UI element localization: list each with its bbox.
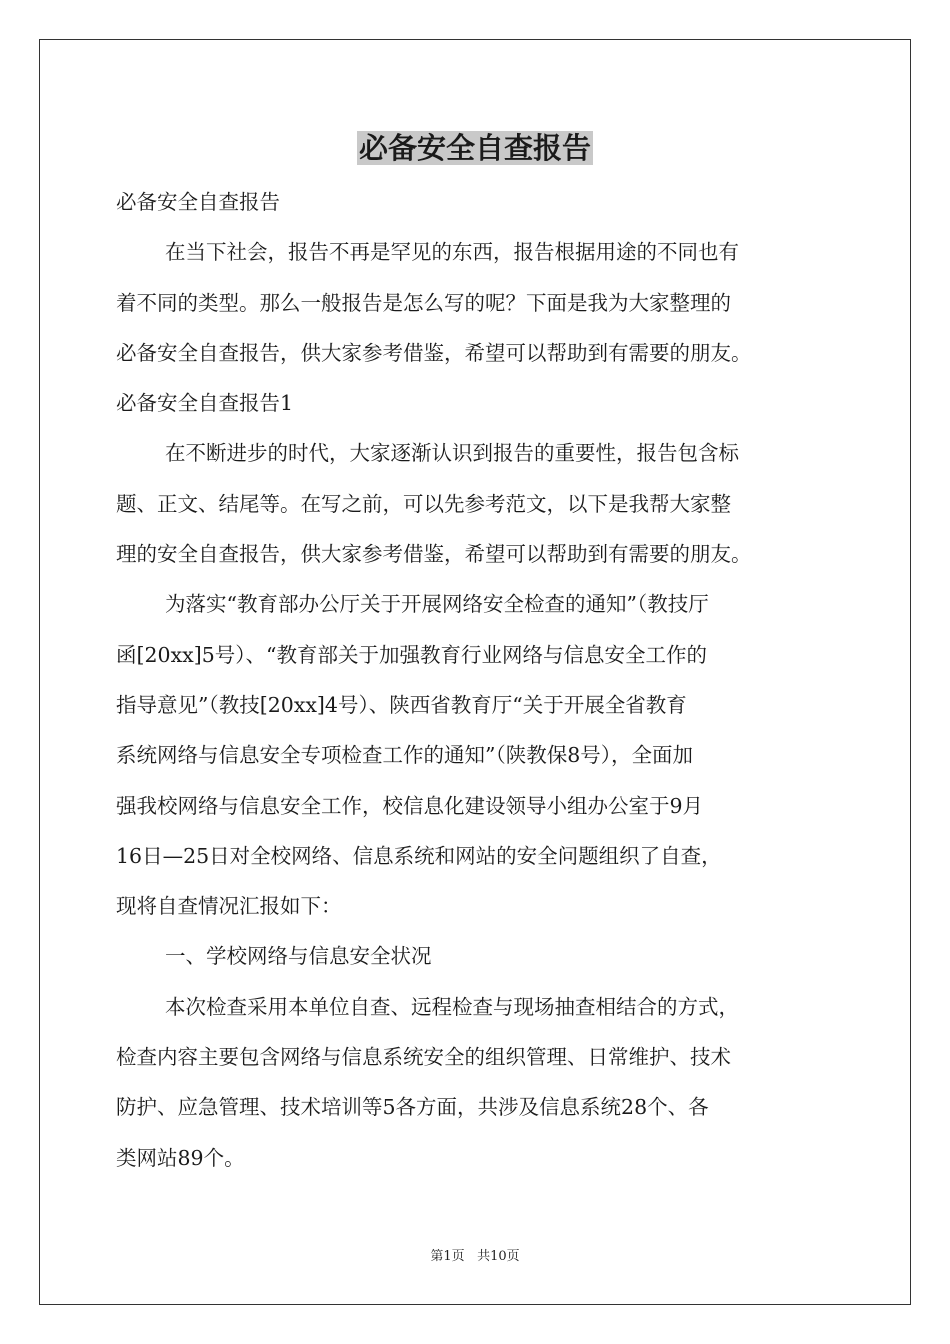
document-body (116, 177, 836, 1183)
text-line: 类网站89个。 (116, 1145, 245, 1170)
page-number: 第1页 (430, 1249, 465, 1264)
text-line: 强我校网络与信息安全工作，校信息化建设领导小组办公室于9月 (116, 793, 704, 818)
text-line: 本次检查采用本单位自查、远程检查与现场抽查相结合的方式， (165, 994, 739, 1019)
text-line: 现将自查情况汇报如下： (116, 894, 342, 919)
text-line: 理的安全自查报告，供大家参考借鉴，希望可以帮助到有需要的朋友。 (116, 542, 752, 567)
document-title (0, 126, 950, 170)
page-footer (0, 1247, 950, 1267)
text-line: 指导意见”（教技[20xx]4号）、陕西省教育厅“关于开展全省教育 (116, 692, 687, 717)
text-line: 系统网络与信息安全专项检查工作的通知”（陕教保8号），全面加 (116, 743, 694, 768)
text-line: 必备安全自查报告，供大家参考借鉴，希望可以帮助到有需要的朋友。 (116, 340, 752, 365)
text-line: 检查内容主要包含网络与信息系统安全的组织管理、日常维护、技术 (116, 1045, 731, 1070)
text-line: 必备安全自查报告 (116, 190, 280, 214)
text-line: 防护、应急管理、技术培训等5各方面，共涉及信息系统28个、各 (116, 1095, 709, 1120)
text-line: 函[20xx]5号）、“教育部关于加强教育行业网络与信息安全工作的 (116, 642, 707, 667)
text-line: 16日—25日对全校网络、信息系统和网站的安全问题组织了自查， (116, 843, 722, 868)
page-total: 共10页 (477, 1249, 520, 1264)
text-line: 为落实“教育部办公厅关于开展网络安全检查的通知”（教技厅 (165, 592, 709, 617)
text-line: 必备安全自查报告1 (116, 391, 294, 416)
text-line: 在当下社会，报告不再是罕见的东西，报告根据用途的不同也有 (165, 240, 739, 265)
text-line: 题、正文、结尾等。在写之前，可以先参考范文，以下是我帮大家整 (116, 491, 731, 516)
text-line: 在不断进步的时代，大家逐渐认识到报告的重要性，报告包含标 (165, 441, 739, 466)
text-line: 着不同的类型。那么一般报告是怎么写的呢？下面是我为大家整理的 (116, 290, 731, 315)
document-title-text: 必备安全自查报告 (358, 131, 591, 165)
text-line: 一、学校网络与信息安全状况 (165, 944, 432, 969)
